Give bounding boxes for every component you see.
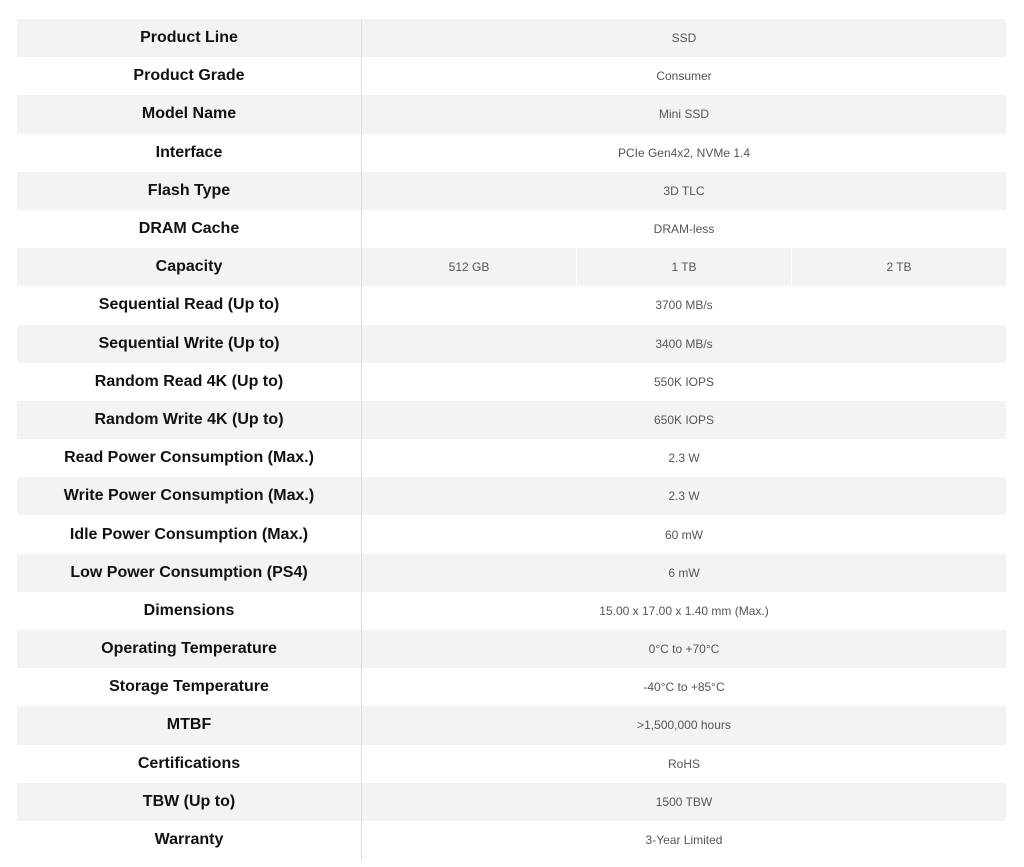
spec-value: DRAM-less (653, 222, 715, 237)
spec-values (362, 783, 1006, 821)
spec-values (362, 668, 1006, 706)
spec-value: 6 mW (668, 565, 700, 580)
spec-label: Capacity (17, 248, 362, 286)
spec-values (362, 477, 1006, 515)
spec-value: 3-Year Limited (645, 833, 723, 848)
spec-label: Certifications (17, 745, 362, 783)
spec-row (17, 783, 1006, 821)
spec-values (362, 325, 1006, 363)
spec-values (362, 592, 1006, 630)
spec-row (17, 95, 1006, 133)
spec-value: 0°C to +70°C (648, 642, 720, 657)
spec-values (362, 515, 1006, 553)
spec-value: 1500 TBW (655, 794, 713, 809)
spec-label: Read Power Consumption (Max.) (17, 439, 362, 477)
spec-row (17, 745, 1006, 783)
spec-row (17, 248, 1006, 286)
spec-row (17, 515, 1006, 553)
spec-row (17, 325, 1006, 363)
spec-label: TBW (Up to) (17, 783, 362, 821)
spec-label: Idle Power Consumption (Max.) (17, 515, 362, 553)
spec-row (17, 134, 1006, 172)
spec-label: MTBF (17, 706, 362, 744)
spec-value: 512 GB (448, 260, 490, 275)
spec-label: Product Grade (17, 57, 362, 95)
spec-values (362, 363, 1006, 401)
spec-values (362, 821, 1006, 859)
spec-label: Model Name (17, 95, 362, 133)
spec-row (17, 210, 1006, 248)
spec-label: DRAM Cache (17, 210, 362, 248)
spec-label: Storage Temperature (17, 668, 362, 706)
spec-values (362, 401, 1006, 439)
spec-label: Product Line (17, 19, 362, 57)
spec-value: 3700 MB/s (655, 298, 713, 313)
spec-label: Write Power Consumption (Max.) (17, 477, 362, 515)
spec-row (17, 477, 1006, 515)
spec-value: RoHS (667, 756, 700, 771)
spec-values (362, 172, 1006, 210)
spec-value: 650K IOPS (653, 412, 715, 427)
spec-value: 60 mW (664, 527, 703, 542)
spec-label: Warranty (17, 821, 362, 859)
spec-value: 2.3 W (668, 489, 700, 504)
spec-value: 15.00 x 17.00 x 1.40 mm (Max.) (599, 603, 769, 618)
spec-row (17, 592, 1006, 630)
spec-value: 1 TB (576, 248, 791, 286)
spec-values (362, 95, 1006, 133)
spec-row (17, 439, 1006, 477)
spec-row (17, 57, 1006, 95)
spec-value: 2.3 W (668, 451, 700, 466)
spec-row (17, 554, 1006, 592)
spec-label: Interface (17, 134, 362, 172)
spec-label: Flash Type (17, 172, 362, 210)
spec-row (17, 363, 1006, 401)
spec-label: Random Read 4K (Up to) (17, 363, 362, 401)
spec-row (17, 19, 1006, 57)
spec-value: 550K IOPS (653, 374, 715, 389)
spec-label: Sequential Read (Up to) (17, 286, 362, 324)
spec-values (362, 210, 1006, 248)
spec-row (17, 172, 1006, 210)
spec-value: Mini SSD (658, 107, 709, 122)
spec-value: PCIe Gen4x2, NVMe 1.4 (617, 145, 751, 160)
spec-value: >1,500,000 hours (637, 718, 731, 733)
spec-label: Random Write 4K (Up to) (17, 401, 362, 439)
spec-values (362, 745, 1006, 783)
spec-values (362, 286, 1006, 324)
spec-row (17, 630, 1006, 668)
spec-values (362, 439, 1006, 477)
spec-label: Sequential Write (Up to) (17, 325, 362, 363)
spec-value: 2 TB (791, 248, 1006, 286)
spec-values (362, 248, 1006, 286)
spec-values (362, 134, 1006, 172)
spec-row (17, 401, 1006, 439)
spec-value: 3D TLC (663, 183, 705, 198)
spec-row (17, 706, 1006, 744)
spec-values (362, 57, 1006, 95)
spec-value: Consumer (656, 69, 712, 84)
spec-value: -40°C to +85°C (643, 680, 725, 695)
spec-values (362, 554, 1006, 592)
spec-value: 3400 MB/s (655, 336, 713, 351)
spec-values (362, 630, 1006, 668)
spec-label: Operating Temperature (17, 630, 362, 668)
spec-row (17, 821, 1006, 859)
spec-values (362, 706, 1006, 744)
spec-row (17, 668, 1006, 706)
spec-table (17, 19, 1006, 859)
spec-values (362, 19, 1006, 57)
spec-row (17, 286, 1006, 324)
spec-label: Low Power Consumption (PS4) (17, 554, 362, 592)
spec-label: Dimensions (17, 592, 362, 630)
spec-value: SSD (671, 31, 697, 46)
